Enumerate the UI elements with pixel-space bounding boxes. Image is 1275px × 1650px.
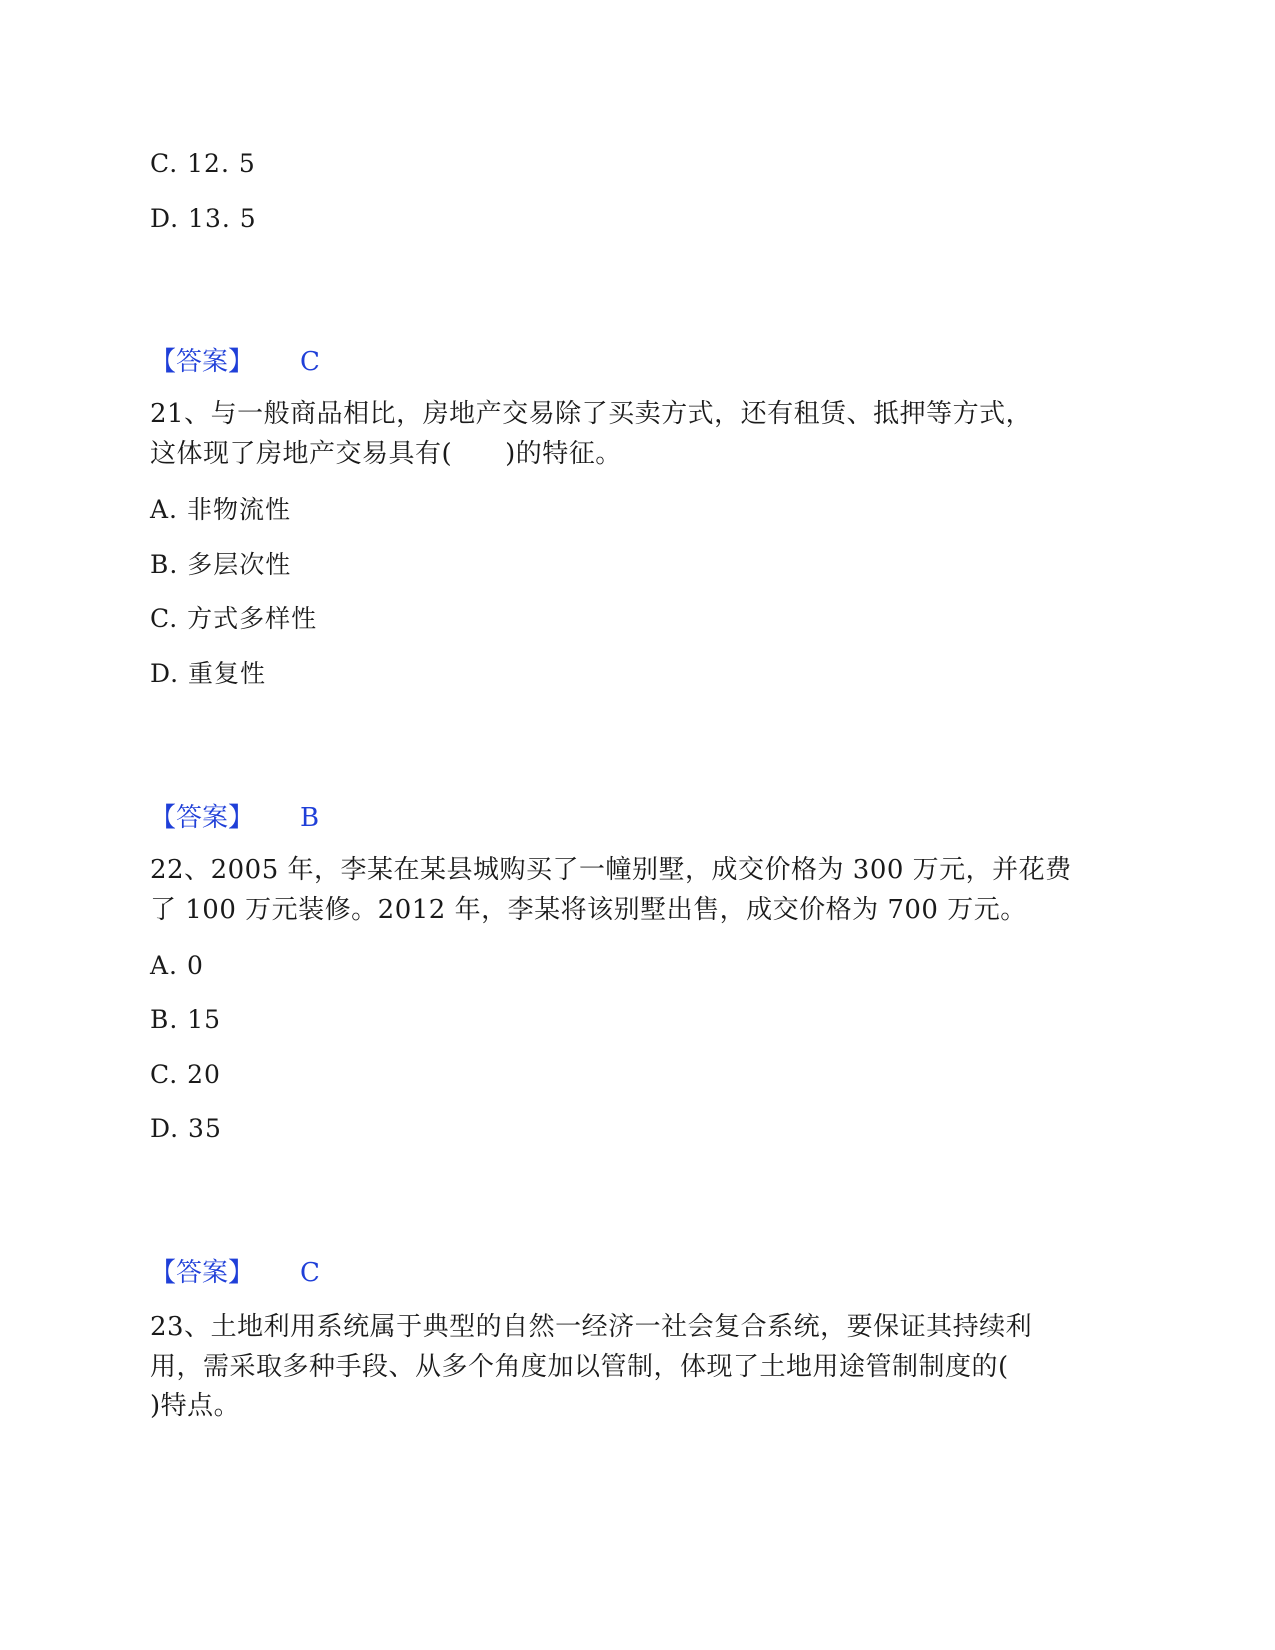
question-23-line-3: )特点。: [150, 1391, 241, 1421]
answer-label: 【答案】: [150, 1258, 255, 1288]
answer-label: 【答案】: [150, 347, 255, 377]
answer-value: C: [300, 1258, 320, 1288]
option-c: C. 12. 5: [150, 149, 256, 178]
option-d: D. 13. 5: [150, 204, 257, 233]
answer-label: 【答案】: [150, 803, 255, 833]
question-21-line-1: 21、与一般商品相比，房地产交易除了买卖方式，还有租赁、抵押等方式，: [150, 399, 1033, 429]
question-22-line-1: 22、2005 年，李某在某县城购买了一幢别墅，成交价格为 300 万元，并花费: [150, 855, 1072, 885]
answer-row: [150, 1257, 320, 1289]
option-b: B. 多层次性: [150, 550, 292, 579]
option-d: D. 重复性: [150, 659, 267, 688]
option-a: A. 0: [150, 951, 204, 980]
option-b: B. 15: [150, 1005, 222, 1034]
option-d: D. 35: [150, 1114, 222, 1143]
answer-value: B: [300, 803, 320, 833]
question-23-line-2: 用，需采取多种手段、从多个角度加以管制，体现了土地用途管制制度的(: [150, 1352, 1009, 1382]
question-22-line-2: 了 100 万元装修。2012 年，李某将该别墅出售，成交价格为 700 万元。: [150, 895, 1027, 925]
question-21-line-2: 这体现了房地产交易具有( )的特征。: [150, 439, 622, 469]
question-23-line-1: 23、土地利用系统属于典型的自然一经济一社会复合系统，要保证其持续利: [150, 1312, 1033, 1342]
answer-row: [150, 802, 320, 834]
option-c: C. 方式多样性: [150, 604, 318, 633]
option-c: C. 20: [150, 1060, 221, 1089]
option-a: A. 非物流性: [150, 495, 291, 524]
answer-value: C: [300, 347, 320, 377]
answer-row: [150, 346, 320, 378]
